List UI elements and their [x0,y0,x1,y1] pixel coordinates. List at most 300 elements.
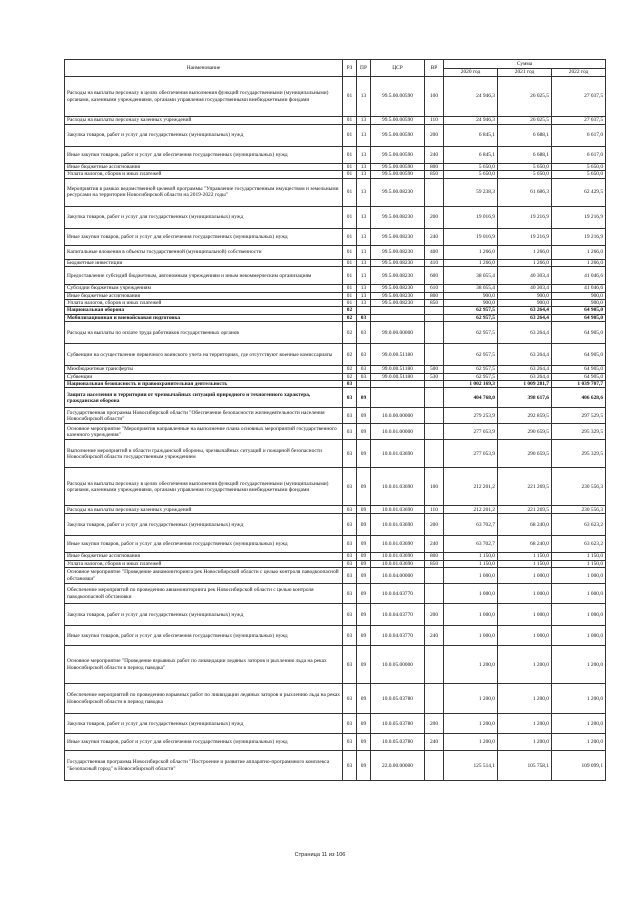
cell-pr: 09 [357,536,371,553]
cell-csr: 99.5.00.08230 [371,267,425,285]
cell-csr: 10.0.01.03690 [371,553,425,560]
cell-pr: 09 [357,646,371,684]
cell-name: Расходы на выплаты по оплате труда работников государственных органов [65,322,343,344]
cell-csr: 99.5.00.08230 [371,292,425,299]
cell-2020: 1 200,0 [444,646,498,684]
cell-2022: 19 216,9 [552,206,606,228]
cell-2022: 1 200,0 [552,734,606,751]
cell-rz: 03 [343,553,357,560]
cell-rz: 01 [343,147,357,164]
cell-csr: 99.0.00.51180 [371,366,425,373]
cell-csr: 99.5.00.08230 [371,285,425,292]
cell-rz: 01 [343,245,357,259]
header-year-2022: 2022 год [552,69,606,77]
cell-pr: 09 [357,424,371,440]
cell-name: Мобилизационная и вневойсковая подготовка [65,314,343,321]
cell-pr: 13 [357,147,371,164]
cell-2021: 1 150,0 [498,553,552,560]
cell-2020: 212 201,2 [444,506,498,514]
cell-2021: 5 650,0 [498,171,552,178]
cell-2020: 5 650,0 [444,164,498,171]
cell-2022: 62 429,5 [552,178,606,206]
cell-rz: 01 [343,171,357,178]
cell-2021: 6 688,1 [498,125,552,147]
cell-pr: 09 [357,734,371,751]
table-row [65,604,606,626]
cell-vr: 240 [425,734,444,751]
table-row [65,734,606,751]
cell-2022: 64 905,0 [552,314,606,321]
cell-2021: 19 216,9 [498,228,552,245]
cell-name: Защита населения и территории от чрезвычайных ситуаций природного и техногенного характера, гражданская оборона [65,388,343,408]
cell-2022: 5 650,0 [552,164,606,171]
cell-rz: 01 [343,206,357,228]
cell-name: Иные закупки товаров, работ и услуг для обеспечения государственных (муниципальных) нужд [65,734,343,751]
cell-name: Межбюджетные трансферты [65,366,343,373]
cell-pr: 09 [357,440,371,468]
cell-2022: 63 623,2 [552,536,606,553]
cell-2022: 295 329,5 [552,424,606,440]
cell-name: Основное мероприятие "Проведение взрывных работ по ликвидации ледяных заторов и рыхлению льда на реках Новосибирской области в период паводка" [65,646,343,684]
cell-rz: 01 [343,125,357,147]
cell-name: Субвенции [65,373,343,380]
table-row [65,440,606,468]
cell-name: Основное мероприятие "Проведение авиамониторинга рек Новосибирской области с целью контроля паводкоопасной обстановки" [65,568,343,584]
cell-csr: 99.5.00.00590 [371,117,425,125]
table-row [65,307,606,314]
cell-vr: 530 [425,373,444,380]
cell-name: Расходы на выплаты персоналу казенных учреждений [65,117,343,125]
cell-2022: 6 617,0 [552,147,606,164]
cell-vr: 410 [425,259,444,266]
cell-rz: 01 [343,117,357,125]
cell-2022: 297 529,5 [552,408,606,424]
cell-vr: 110 [425,117,444,125]
cell-name: Государственная программа Новосибирской области "Построение и развитие аппаратно-программного комплекса "Безопасный город" в Новосибирской области" [65,751,343,781]
cell-2021: 1 000,0 [498,568,552,584]
cell-2022: 406 628,6 [552,388,606,408]
cell-name: Закупка товаров, работ и услуг для государственных (муниципальных) нужд [65,206,343,228]
cell-csr: 99.0.00.00000 [371,322,425,344]
cell-rz: 03 [343,408,357,424]
cell-2022: 27 037,5 [552,77,606,117]
cell-rz: 03 [343,568,357,584]
cell-vr [425,440,444,468]
table-row [65,164,606,171]
cell-2022: 1 150,0 [552,560,606,567]
cell-csr: 99.5.00.00590 [371,125,425,147]
table-row [65,424,606,440]
cell-rz: 03 [343,714,357,734]
cell-pr: 09 [357,604,371,626]
cell-vr: 200 [425,125,444,147]
table-row [65,125,606,147]
cell-2021: 63 264,4 [498,373,552,380]
table-row [65,684,606,714]
table-row [65,147,606,164]
cell-rz: 03 [343,604,357,626]
cell-2022: 1 000,0 [552,568,606,584]
cell-2020: 59 238,3 [444,178,498,206]
cell-2020: 19 016,9 [444,228,498,245]
cell-name: Национальная безопасность и правоохранительная деятельность [65,381,343,388]
table-row [65,292,606,299]
cell-2022: 64 905,0 [552,373,606,380]
cell-pr: 09 [357,751,371,781]
cell-csr: 99.0.00.51180 [371,373,425,380]
cell-2020: 404 768,0 [444,388,498,408]
cell-2020: 24 946,3 [444,77,498,117]
cell-vr: 600 [425,267,444,285]
cell-pr: 13 [357,117,371,125]
cell-2022: 1 200,0 [552,646,606,684]
cell-2021: 68 240,0 [498,514,552,536]
cell-name: Субсидии бюджетным учреждениям [65,285,343,292]
cell-2021: 1 200,0 [498,734,552,751]
cell-pr: 09 [357,684,371,714]
table-row [65,714,606,734]
cell-csr [371,314,425,321]
cell-csr: 99.5.00.08230 [371,178,425,206]
cell-2020: 62 957,5 [444,322,498,344]
cell-vr: 200 [425,206,444,228]
cell-name: Иные бюджетные ассигнования [65,292,343,299]
cell-2020: 900,0 [444,300,498,307]
cell-pr: 09 [357,468,371,506]
cell-2021: 290 659,5 [498,440,552,468]
cell-name: Уплата налогов, сборов и иных платежей [65,560,343,567]
cell-2021: 63 264,4 [498,307,552,314]
cell-name: Закупка товаров, работ и услуг для государственных (муниципальных) нужд [65,514,343,536]
cell-2021: 221 269,5 [498,468,552,506]
cell-2021: 1 000,0 [498,626,552,646]
cell-2020: 125 514,1 [444,751,498,781]
cell-name: Обеспечение мероприятий по проведению авиамониторинга рек Новосибирской области с целью контроля паводкоопасной обстановки [65,584,343,604]
cell-2021: 1 200,0 [498,714,552,734]
cell-vr [425,307,444,314]
table-row [65,322,606,344]
cell-rz: 03 [343,381,357,388]
cell-rz: 02 [343,366,357,373]
cell-pr: 09 [357,714,371,734]
cell-name: Иные закупки товаров, работ и услуг для обеспечения государственных (муниципальных) нужд [65,536,343,553]
cell-2022: 5 650,0 [552,171,606,178]
cell-csr: 99.0.00.51180 [371,344,425,366]
cell-vr [425,646,444,684]
cell-csr: 10.0.04.03770 [371,584,425,604]
cell-vr [425,322,444,344]
cell-rz: 01 [343,164,357,171]
cell-vr: 850 [425,300,444,307]
cell-csr: 99.5.00.08230 [371,228,425,245]
header-name: Наименование [65,60,343,77]
cell-name: Иные закупки товаров, работ и услуг для обеспечения государственных (муниципальных) нужд [65,147,343,164]
cell-2021: 61 686,3 [498,178,552,206]
cell-csr: 10.0.01.03690 [371,560,425,567]
table-row [65,388,606,408]
cell-csr: 10.0.05.00000 [371,646,425,684]
cell-2022: 230 556,3 [552,506,606,514]
cell-vr: 110 [425,506,444,514]
cell-name: Расходы на выплаты персоналу в целях обеспечения выполнения функций государственными (муниципальными) органами, казенными учреждениями, органами управления государственными внебюджетными фондами [65,468,343,506]
cell-2022: 900,0 [552,292,606,299]
cell-name: Закупка товаров, работ и услуг для государственных (муниципальных) нужд [65,125,343,147]
table-row [65,514,606,536]
table-row [65,285,606,292]
cell-2020: 19 016,9 [444,206,498,228]
cell-2021: 1 000,0 [498,604,552,626]
cell-2022: 295 329,5 [552,440,606,468]
cell-2021: 1 266,0 [498,259,552,266]
cell-2020: 62 957,5 [444,366,498,373]
cell-2020: 62 957,5 [444,344,498,366]
cell-pr: 09 [357,388,371,408]
table-row [65,560,606,567]
cell-csr: 10.0.01.03690 [371,514,425,536]
cell-name: Расходы на выплаты персоналу казенных учреждений [65,506,343,514]
cell-rz: 01 [343,178,357,206]
cell-pr: 03 [357,314,371,321]
cell-csr: 10.0.05.03780 [371,714,425,734]
cell-2020: 277 053,9 [444,440,498,468]
cell-vr: 500 [425,366,444,373]
cell-2020: 900,0 [444,292,498,299]
cell-name: Иные бюджетные ассигнования [65,553,343,560]
cell-vr [425,751,444,781]
cell-vr: 800 [425,292,444,299]
header-vr: ВР [425,60,444,77]
cell-2020: 1 000,0 [444,626,498,646]
cell-name: Расходы на выплаты персоналу в целях обеспечения выполнения функций государственными (муниципальными) органами, казенными учреждениями, органами управления государственными внебюджетными фондами [65,77,343,117]
cell-name: Бюджетные инвестиции [65,259,343,266]
cell-rz: 03 [343,560,357,567]
table-row [65,366,606,373]
cell-2022: 41 046,6 [552,267,606,285]
header-pr: ПР [357,60,371,77]
cell-name: Субвенции на осуществление первичного воинского учета на территориях, где отсутствуют военные комиссариаты [65,344,343,366]
cell-rz: 02 [343,344,357,366]
cell-vr: 850 [425,560,444,567]
cell-csr: 99.5.00.08230 [371,245,425,259]
table-row [65,77,606,117]
cell-pr: 13 [357,206,371,228]
cell-2020: 62 957,5 [444,314,498,321]
cell-vr [425,684,444,714]
cell-2021: 63 264,4 [498,322,552,344]
cell-pr: 09 [357,560,371,567]
table-row [65,751,606,781]
cell-rz: 01 [343,77,357,117]
cell-2020: 6 845,1 [444,125,498,147]
header-year-2021: 2021 год [498,69,552,77]
cell-vr [425,408,444,424]
cell-pr: 13 [357,245,371,259]
cell-pr: 03 [357,366,371,373]
cell-2021: 1 266,0 [498,245,552,259]
cell-pr: 13 [357,164,371,171]
cell-name: Иные бюджетные ассигнования [65,164,343,171]
cell-2020: 1 150,0 [444,553,498,560]
cell-2020: 1 000,0 [444,604,498,626]
cell-name: Иные закупки товаров, работ и услуг для обеспечения государственных (муниципальных) нужд [65,626,343,646]
cell-name: Уплата налогов, сборов и иных платежей [65,171,343,178]
cell-2020: 38 055,4 [444,285,498,292]
cell-pr: 13 [357,292,371,299]
cell-rz: 02 [343,373,357,380]
table-row [65,171,606,178]
cell-rz: 03 [343,646,357,684]
cell-2020: 1 000,0 [444,568,498,584]
cell-rz: 03 [343,734,357,751]
cell-vr [425,381,444,388]
cell-vr: 610 [425,285,444,292]
cell-2020: 1 266,0 [444,245,498,259]
cell-2022: 41 046,6 [552,285,606,292]
cell-2021: 221 269,5 [498,506,552,514]
cell-csr: 22.0.00.00000 [371,751,425,781]
cell-pr: 13 [357,125,371,147]
cell-rz: 01 [343,285,357,292]
cell-vr: 240 [425,147,444,164]
cell-vr [425,388,444,408]
cell-pr: 13 [357,171,371,178]
cell-2022: 6 617,0 [552,125,606,147]
cell-csr: 99.5.00.00590 [371,164,425,171]
cell-2022: 1 000,0 [552,626,606,646]
cell-name: Иные закупки товаров, работ и услуг для обеспечения государственных (муниципальных) нужд [65,228,343,245]
cell-csr: 10.0.05.03780 [371,684,425,714]
table-row [65,626,606,646]
table-row [65,568,606,584]
cell-2021: 63 264,4 [498,314,552,321]
cell-2021: 5 650,0 [498,164,552,171]
cell-2021: 105 758,1 [498,751,552,781]
cell-csr: 10.0.01.03690 [371,468,425,506]
cell-vr: 100 [425,468,444,506]
cell-2022: 64 905,0 [552,307,606,314]
cell-csr: 99.5.00.00590 [371,77,425,117]
cell-2021: 1 150,0 [498,560,552,567]
cell-pr: 09 [357,408,371,424]
cell-vr: 240 [425,228,444,245]
table-row [65,408,606,424]
cell-csr: 10.0.01.03690 [371,506,425,514]
cell-2022: 27 037,5 [552,117,606,125]
cell-vr: 850 [425,171,444,178]
cell-csr: 10.0.04.03770 [371,626,425,646]
table-row [65,536,606,553]
cell-2020: 1 200,0 [444,684,498,714]
cell-2021: 1 200,0 [498,646,552,684]
cell-2022: 900,0 [552,300,606,307]
cell-name: Предоставление субсидий бюджетным, автономным учреждениям и иным некоммерческим организациям [65,267,343,285]
cell-2020: 62 957,5 [444,373,498,380]
table-row [65,344,606,366]
cell-rz: 03 [343,536,357,553]
cell-pr: 13 [357,178,371,206]
cell-2020: 1 000,0 [444,584,498,604]
cell-name: Закупка товаров, работ и услуг для государственных (муниципальных) нужд [65,604,343,626]
cell-2020: 1 200,0 [444,714,498,734]
cell-2022: 1 039 707,7 [552,381,606,388]
cell-2022: 1 266,0 [552,259,606,266]
cell-rz: 02 [343,322,357,344]
cell-2022: 109 099,1 [552,751,606,781]
cell-rz: 03 [343,424,357,440]
cell-2022: 1 150,0 [552,553,606,560]
cell-name: Мероприятия в рамках ведомственной целевой программы "Управление государственным имуществом и земельными ресурсами на территории Новосибирской области на 2019-2022 годы" [65,178,343,206]
table-row [65,468,606,506]
cell-csr: 10.0.01.03690 [371,440,425,468]
cell-2022: 64 905,0 [552,322,606,344]
cell-pr: 13 [357,259,371,266]
cell-2022: 63 623,2 [552,514,606,536]
cell-csr: 10.0.01.00000 [371,424,425,440]
cell-2020: 62 957,5 [444,307,498,314]
cell-name: Обеспечение мероприятий по проведению взрывных работ по ликвидации ледяных заторов и рыхлению льда на реках Новосибирской области в период паводка [65,684,343,714]
cell-2021: 900,0 [498,292,552,299]
cell-2021: 40 303,4 [498,285,552,292]
cell-2020: 63 702,7 [444,536,498,553]
cell-pr: 09 [357,514,371,536]
cell-2022: 230 556,3 [552,468,606,506]
cell-rz: 01 [343,228,357,245]
cell-2021: 26 025,5 [498,77,552,117]
header-year-2020: 2020 год [444,69,498,77]
cell-2021: 6 688,1 [498,147,552,164]
page-number: Страница 11 из 106 [294,852,346,858]
cell-pr: 03 [357,373,371,380]
cell-pr: 13 [357,77,371,117]
cell-2020: 1 002 169,3 [444,381,498,388]
cell-vr: 800 [425,553,444,560]
cell-rz: 01 [343,300,357,307]
cell-vr: 200 [425,714,444,734]
cell-name: Национальная оборона [65,307,343,314]
cell-2020: 1 150,0 [444,560,498,567]
cell-vr: 400 [425,245,444,259]
cell-rz: 01 [343,292,357,299]
cell-2022: 1 000,0 [552,604,606,626]
cell-rz: 03 [343,584,357,604]
table-row [65,314,606,321]
cell-pr: 13 [357,267,371,285]
cell-rz: 01 [343,259,357,266]
cell-rz: 02 [343,314,357,321]
cell-pr: 13 [357,285,371,292]
cell-pr: 03 [357,344,371,366]
cell-2020: 279 253,9 [444,408,498,424]
cell-csr: 99.5.00.08230 [371,259,425,266]
cell-pr: 09 [357,584,371,604]
cell-vr [425,344,444,366]
cell-2020: 277 053,9 [444,424,498,440]
table-row [65,553,606,560]
cell-vr [425,584,444,604]
cell-pr [357,381,371,388]
cell-csr: 10.0.04.03770 [371,604,425,626]
cell-pr: 09 [357,626,371,646]
cell-vr: 200 [425,514,444,536]
cell-pr: 09 [357,568,371,584]
table-row [65,584,606,604]
cell-2021: 26 025,5 [498,117,552,125]
cell-name: Закупка товаров, работ и услуг для государственных (муниципальных) нужд [65,714,343,734]
cell-csr: 10.0.01.03690 [371,536,425,553]
cell-rz: 03 [343,440,357,468]
table-row [65,178,606,206]
cell-rz: 03 [343,626,357,646]
